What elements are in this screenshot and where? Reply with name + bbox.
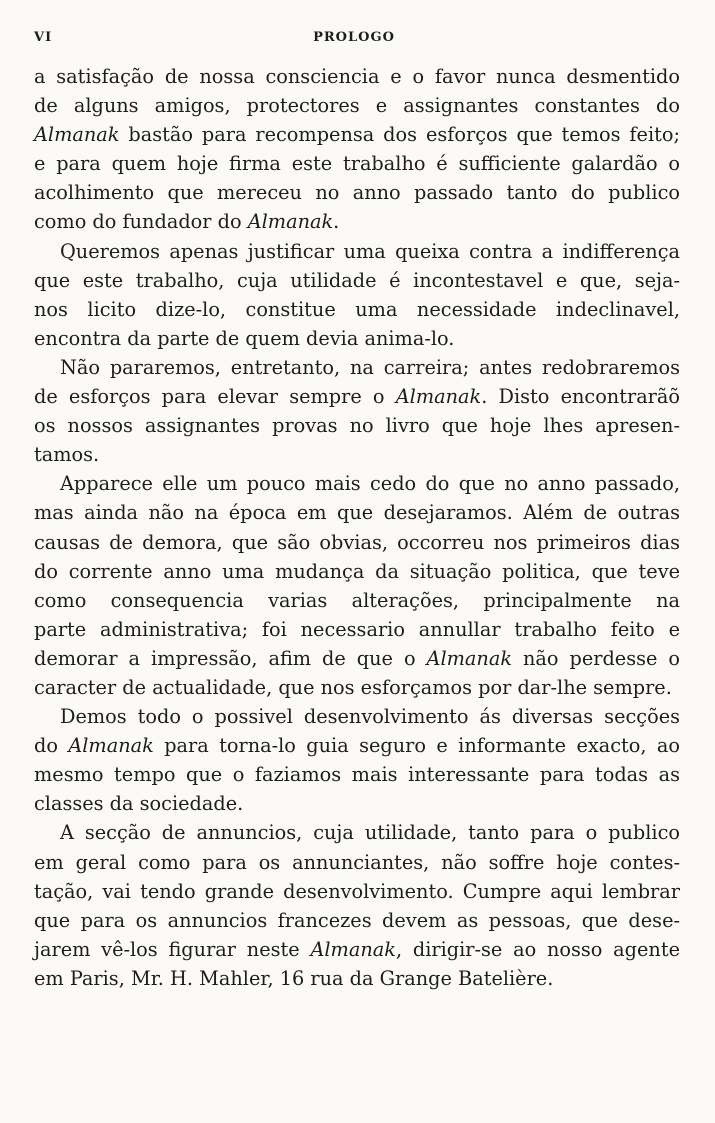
italic-title: Almanak (310, 937, 396, 961)
running-title: PROLOGO (313, 30, 395, 45)
text-line: Almanak bastão para recompensa dos esforços que temos feito; (34, 123, 680, 147)
text-line: em Paris, Mr. H. Mahler, 16 rua da Grange Batelière. (34, 966, 554, 990)
italic-title: Almanak (395, 385, 482, 409)
paragraph (34, 702, 680, 818)
paragraph (34, 469, 680, 702)
text-line: caracter de actualidade, que nos esforçamos por dar-lhe sempre. (34, 675, 672, 699)
text-line: causas de demora, que são obvias, occorreu nos primeiros dias (34, 530, 680, 554)
paragraph (34, 353, 680, 469)
text-line: acolhimento que mereceu no anno passado tanto do publico (34, 181, 680, 205)
text-line: Queremos apenas justificar uma queixa contra a indifferença (60, 239, 680, 263)
italic-title: Almanak (34, 123, 120, 147)
text-line: Não pararemos, entretanto, na carreira; antes redobraremos (60, 355, 680, 379)
text-line: classes da sociedade. (34, 792, 244, 816)
text-line: como do fundador do Almanak. (34, 210, 340, 234)
text-line: e para quem hoje firma este trabalho é sufficiente galardão o (34, 152, 680, 176)
page-header (34, 30, 674, 50)
text-line: a satisfação de nossa consciencia e o favor nunca desmentido (34, 65, 680, 88)
text-line: A secção de annuncios, cuja utilidade, tanto para o publico (60, 821, 680, 845)
text-line: tação, vai tendo grande desenvolvimento. Cumpre aqui lembrar (34, 879, 680, 903)
italic-title: Almanak (247, 210, 334, 234)
paragraph (34, 62, 680, 237)
page-number: VI (34, 30, 53, 45)
text-line: demorar a impressão, afim de que o Almanak não perdesse o (34, 646, 680, 670)
paragraph (34, 818, 680, 993)
text-line: do corrente anno uma mudança da situação politica, que teve (34, 559, 680, 583)
paragraph (34, 237, 680, 353)
text-line: Apparece elle um pouco mais cedo do que no anno passado, (60, 472, 680, 496)
italic-title: Almanak (426, 646, 512, 670)
body-text (34, 62, 680, 993)
text-line: como consequencia varias alterações, principalmente na (34, 588, 680, 612)
text-line: parte administrativa; foi necessario annullar trabalho feito e (34, 617, 680, 641)
text-line: do Almanak para torna-lo guia seguro e informante exacto, ao (34, 734, 680, 758)
text-line: de esforços para elevar sempre o Almanak. Disto encontrarãõ (34, 385, 681, 409)
text-line: que para os annuncios francezes devem as pessoas, que dese- (34, 908, 680, 932)
italic-title: Almanak (68, 734, 154, 758)
text-line: tamos. (34, 443, 100, 467)
text-line: encontra da parte de quem devia anima-lo. (34, 326, 455, 350)
text-line: jarem vê-los figurar neste Almanak, dirigir-se ao nosso agente (34, 937, 681, 961)
text-line: em geral como para os annunciantes, não soffre hoje contes- (34, 850, 680, 874)
text-line: mas ainda não na época em que desejaramos. Além de outras (34, 501, 680, 525)
text-line: que este trabalho, cuja utilidade é incontestavel e que, seja- (34, 268, 680, 292)
text-line: os nossos assignantes provas no livro que hoje lhes apresen- (34, 414, 680, 438)
text-line: nos licito dize-lo, constitue uma necessidade indeclinavel, (34, 297, 680, 321)
text-line: de alguns amigos, protectores e assignantes constantes do (34, 94, 680, 118)
text-line: mesmo tempo que o faziamos mais interessante para todas as (34, 763, 680, 787)
text-line: Demos todo o possivel desenvolvimento ás diversas secções (60, 705, 680, 729)
